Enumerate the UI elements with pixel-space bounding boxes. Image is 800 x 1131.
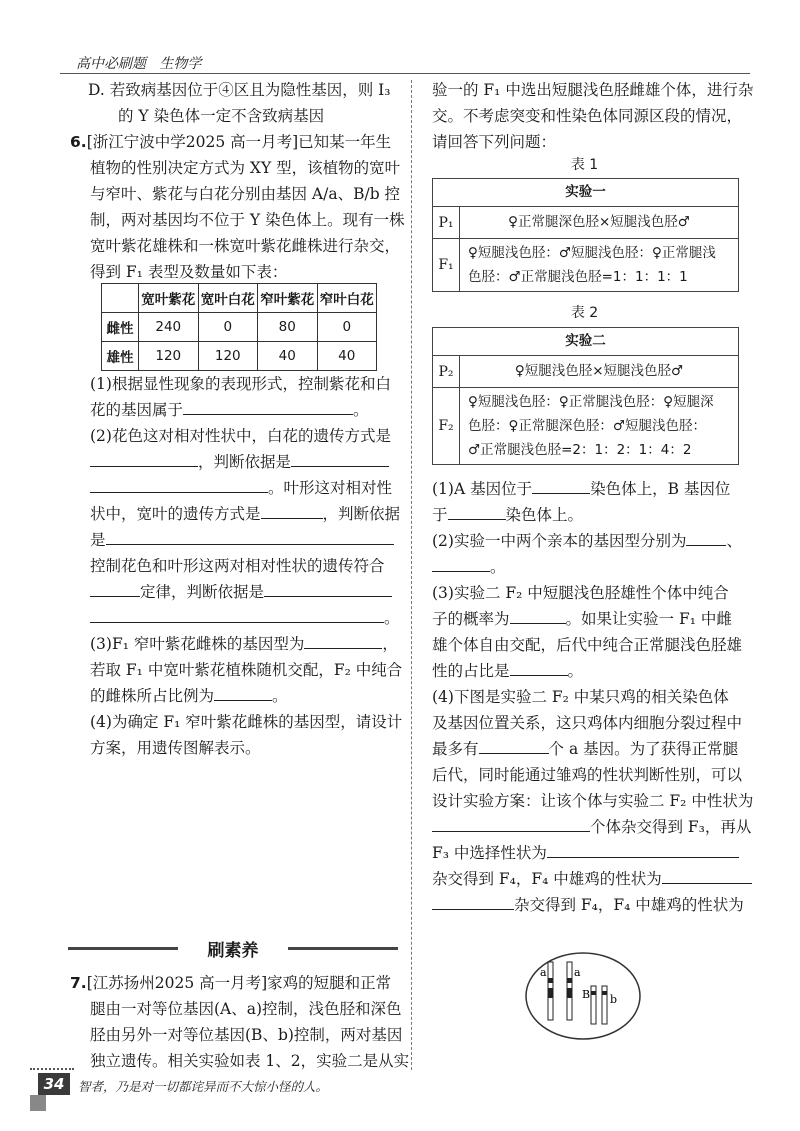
q6-intro-line6: 得到 F₁ 表型及数量如下表： xyxy=(90,263,288,281)
answer-blank[interactable] xyxy=(432,554,490,572)
centromere xyxy=(567,978,572,983)
q7-line4: 独立遗传。相关实验如表 1、2，实验二是从实 xyxy=(90,1052,410,1070)
q7-p4-line9: 杂交得到 F₄，F₄ 中雄鸡的性状为 xyxy=(432,892,744,918)
q7-p4-line6: 个体杂交得到 F₃，再从 xyxy=(432,814,744,840)
q7-line3: 胫由另外一对等位基因(B、b)控制，两对基因 xyxy=(90,1026,403,1044)
q6-subquestions xyxy=(90,371,403,761)
answer-blank[interactable] xyxy=(90,449,198,467)
q6-p1-line1: (1)根据显性现象的表现形式，控制紫花和白 xyxy=(90,375,391,393)
p1-cross: ♀正常腿深色胫×短腿浅色胫♂ xyxy=(508,214,690,230)
p2-label: P₂ xyxy=(433,356,460,387)
q7-p4-line4: 后代，同时能通过雏鸡的性状判断性别，可以 xyxy=(432,766,743,784)
q7-p2-line2: 。 xyxy=(432,554,744,580)
gene-label-a: a xyxy=(540,966,547,979)
col-header: 宽叶白花 xyxy=(198,284,258,313)
row-header: 雌性 xyxy=(102,313,139,342)
q7-p3-line1: (3)实验二 F₂ 中短腿浅色胫雄性个体中纯合 xyxy=(432,584,729,602)
col-header: 窄叶紫花 xyxy=(258,284,318,313)
q7-cont-line2: 交。不考虑突变和性染色体同源区段的情况， xyxy=(432,107,743,125)
section-rule-left xyxy=(68,947,178,950)
chromosome-diagram xyxy=(523,950,643,1042)
table-row xyxy=(433,388,738,464)
answer-blank[interactable] xyxy=(547,840,739,858)
q7-number: 7. xyxy=(70,974,87,992)
table-corner xyxy=(102,284,139,313)
answer-blank[interactable] xyxy=(304,631,382,649)
section-title: 刷素养 xyxy=(207,941,259,961)
answer-blank[interactable] xyxy=(90,475,268,493)
table-row xyxy=(433,239,738,291)
q7-p4-line2: 及基因位置关系，这只鸡体内细胞分裂过程中 xyxy=(432,714,743,732)
q7-intro xyxy=(70,970,410,1074)
table-cell: 0 xyxy=(198,313,258,342)
col-header: 窄叶白花 xyxy=(317,284,377,313)
table-row xyxy=(102,342,377,371)
answer-blank[interactable] xyxy=(479,736,549,754)
q6-intro-line4: 制，两对基因均不位于 Y 染色体上。现有一株 xyxy=(90,211,405,229)
q6-number: 6. xyxy=(70,133,87,151)
q6-intro-line2: 植物的性别决定方式为 XY 型，该植物的宽叶 xyxy=(90,159,401,177)
locus-band xyxy=(602,991,607,995)
table-cell: 40 xyxy=(317,342,377,371)
table-cell: 80 xyxy=(258,313,318,342)
table-cell: 120 xyxy=(139,342,199,371)
right-column-intro xyxy=(432,77,754,155)
table-row xyxy=(102,313,377,342)
q7-p1-line1: (1)A 基因位于 染色体上，B 基因位 xyxy=(432,476,744,502)
answer-blank[interactable] xyxy=(448,502,506,520)
left-column xyxy=(70,77,405,285)
answer-blank[interactable] xyxy=(183,397,353,415)
answer-blank[interactable] xyxy=(510,658,568,676)
q7-p4-line3: 最多有 个 a 基因。为了获得正常腿 xyxy=(432,736,744,762)
q7-cont-line3: 请回答下列问题： xyxy=(432,133,557,151)
experiment1-title: 实验一 xyxy=(433,179,738,207)
table-cell: 240 xyxy=(139,313,199,342)
q6-p1-line2: 花的基因属于 。 xyxy=(90,397,400,423)
q7-p4-line7: F₃ 中选择性状为 xyxy=(432,840,744,866)
q6-intro-line5: 宽叶紫花雄株和一株宽叶紫花雌株进行杂交， xyxy=(90,237,401,255)
q6-intro-line1: 6.[浙江宁波中学2025 高一月考]已知某一年生 xyxy=(70,133,392,151)
f1-result: ♀短腿浅色胫：♂短腿浅色胫：♀正常腿浅 色胫：♂正常腿浅色胫=1：1：1：1 xyxy=(468,245,716,285)
gene-label-b: b xyxy=(610,993,618,1006)
answer-blank[interactable] xyxy=(90,605,384,623)
q6-intro-line3: 与窄叶、紫花与白花分别由基因 A/a、B/b 控 xyxy=(90,185,401,203)
q6-p2-line8: 。 xyxy=(90,605,400,631)
col-header: 宽叶紫花 xyxy=(139,284,199,313)
q6-p2-line2: ，判断依据是 xyxy=(90,449,400,475)
locus-band xyxy=(548,988,553,998)
experiment2-table xyxy=(432,327,739,465)
answer-blank[interactable] xyxy=(662,866,752,884)
gene-label-B: B xyxy=(582,988,591,1001)
q7-p4-line5: 设计实验方案：让该个体与实验二 F₂ 中性状为 xyxy=(432,792,754,810)
q6-p3-line2: 若取 F₁ 中宽叶紫花植株随机交配，F₂ 中纯合 xyxy=(90,661,403,679)
answer-blank[interactable] xyxy=(214,683,272,701)
q6-p3-line1: (3)F₁ 窄叶紫花雌株的基因型为 ， xyxy=(90,631,400,657)
q6-p4-line2: 方案，用遗传图解表示。 xyxy=(90,739,261,757)
q6-p2-line1: (2)花色这对相对性状中，白花的遗传方式是 xyxy=(90,427,391,445)
f1-label: F₁ xyxy=(433,239,460,291)
f1-phenotype-table xyxy=(101,283,377,371)
f2-label: F₂ xyxy=(433,388,460,464)
experiment1-table xyxy=(432,178,739,292)
table-header-row xyxy=(102,284,377,313)
q6-p4-line1: (4)为确定 F₁ 窄叶紫花雌株的基因型，请设计 xyxy=(90,713,403,731)
footer-motto: 智者，乃是对一切都诧异而不大惊小怪的人。 xyxy=(78,1079,329,1094)
answer-blank[interactable] xyxy=(90,579,140,597)
answer-blank[interactable] xyxy=(106,527,394,545)
footer-square xyxy=(30,1095,46,1111)
q7-p3-line2: 子的概率为 。如果让实验一 F₁ 中雌 xyxy=(432,606,744,632)
q5-option-d-line2: 的 Y 染色体一定不含致病基因 xyxy=(118,107,325,125)
q6-p3-line3: 的雌株所占比例为 。 xyxy=(90,683,400,709)
f2-result: ♀短腿浅色胫：♀正常腿浅色胫：♀短腿深 色胫：♀正常腿深色胫：♂短腿浅色胫： ♂正常腿浅色胫=2：1：2：1：4：2 xyxy=(468,394,714,458)
q7-p4-line8: 杂交得到 F₄，F₄ 中雄鸡的性状为 xyxy=(432,866,744,892)
answer-blank[interactable] xyxy=(686,528,726,546)
locus-band xyxy=(591,991,596,995)
gene-label-a: a xyxy=(574,966,581,979)
table-row xyxy=(433,356,738,388)
q7-p4-line1: (4)下图是实验二 F₂ 中某只鸡的相关染色体 xyxy=(432,688,729,706)
q7-p3-line4: 性的占比是 。 xyxy=(432,658,744,684)
table-cell: 120 xyxy=(198,342,258,371)
p1-label: P₁ xyxy=(433,207,460,238)
answer-blank[interactable] xyxy=(432,814,590,832)
answer-blank[interactable] xyxy=(432,892,514,910)
q7-cont-line1: 验一的 F₁ 中选出短腿浅色胫雌雄个体，进行杂 xyxy=(432,81,754,99)
row-header: 雄性 xyxy=(102,342,139,371)
q6-p2-line3: 。叶形这对相对性 xyxy=(90,475,400,501)
table-row xyxy=(433,207,738,239)
q7-line2: 腿由一对等位基因(A、a)控制，浅色胫和深色 xyxy=(90,1000,402,1018)
answer-blank[interactable] xyxy=(532,476,590,494)
column-divider xyxy=(411,80,412,1070)
section-header xyxy=(68,936,398,960)
q7-p2-line1: (2)实验一中两个亲本的基因型分别为 、 xyxy=(432,528,744,554)
q6-p2-line5: 是 xyxy=(90,527,400,553)
q6-p2-line6: 控制花色和叶形这两对相对性状的遗传符合 xyxy=(90,557,385,575)
q6-p2-line7: 定律，判断依据是 xyxy=(90,579,400,605)
table-cell: 40 xyxy=(258,342,318,371)
q5-option-d-line1: D. 若致病基因位于④区且为隐性基因，则 Ⅰ₃ xyxy=(88,81,391,99)
q7-p3-line3: 雄个体自由交配，后代中纯合正常腿浅色胫雄 xyxy=(432,636,743,654)
p2-cross: ♀短腿浅色胫×短腿浅色胫♂ xyxy=(514,363,684,379)
table-cell: 0 xyxy=(317,313,377,342)
section-rule-right xyxy=(288,947,398,950)
running-header xyxy=(76,53,201,73)
q7-subquestions xyxy=(432,476,754,918)
header-rule xyxy=(60,73,750,74)
table2-caption: 表 2 xyxy=(570,305,599,321)
answer-blank[interactable] xyxy=(264,579,392,597)
q6-p2-line4: 状中，宽叶的遗传方式是 ，判断依据 xyxy=(90,501,400,527)
answer-blank[interactable] xyxy=(291,449,389,467)
centromere xyxy=(548,978,553,983)
locus-band xyxy=(567,988,572,998)
q7-p1-line2: 于 染色体上。 xyxy=(432,502,744,528)
table1-caption: 表 1 xyxy=(570,157,599,173)
book-title: 高中必刷题 xyxy=(76,56,146,72)
answer-blank[interactable] xyxy=(261,501,323,519)
page-number: 34 xyxy=(38,1073,70,1095)
experiment2-title: 实验二 xyxy=(433,328,738,356)
answer-blank[interactable] xyxy=(510,606,566,624)
q7-line1: 7.[江苏扬州2025 高一月考]家鸡的短腿和正常 xyxy=(70,974,392,992)
footer-dots xyxy=(30,1068,74,1070)
subject-label: 生物学 xyxy=(159,56,202,72)
